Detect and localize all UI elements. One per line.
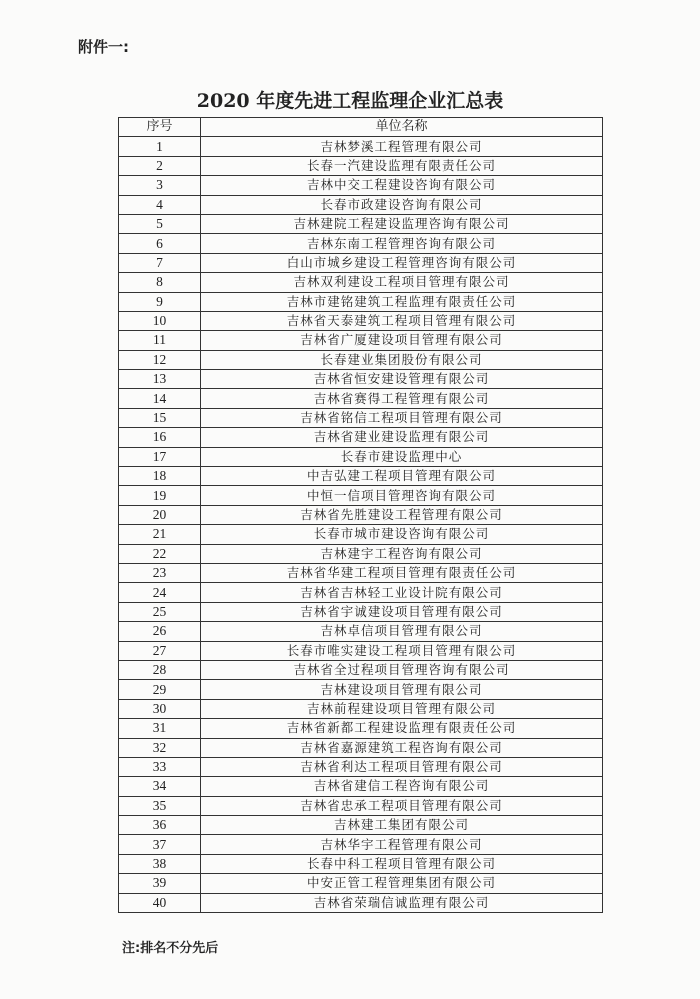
table-row [119, 796, 603, 815]
table-row [119, 602, 603, 621]
table-row [119, 835, 603, 854]
table-row [119, 525, 603, 544]
company-name-cell: 长春市城市建设咨询有限公司 [201, 525, 603, 544]
table-row [119, 893, 603, 912]
company-name-cell: 吉林省恒安建设管理有限公司 [201, 370, 603, 389]
table-row [119, 757, 603, 776]
serial-number-cell: 29 [119, 680, 201, 699]
company-name-cell: 长春市建设监理中心 [201, 447, 603, 466]
serial-number-cell: 4 [119, 195, 201, 214]
company-name-cell: 吉林省忠承工程项目管理有限公司 [201, 796, 603, 815]
serial-number-cell: 18 [119, 467, 201, 486]
table-row [119, 350, 603, 369]
serial-number-cell: 27 [119, 641, 201, 660]
table-row [119, 176, 603, 195]
serial-number-cell: 21 [119, 525, 201, 544]
serial-number-cell: 39 [119, 874, 201, 893]
company-name-cell: 吉林梦溪工程管理有限公司 [201, 137, 603, 156]
serial-number-cell: 13 [119, 370, 201, 389]
serial-number-cell: 22 [119, 544, 201, 563]
serial-number-cell: 34 [119, 777, 201, 796]
company-name-cell: 吉林东南工程管理咨询有限公司 [201, 234, 603, 253]
company-name-cell: 吉林省嘉源建筑工程咨询有限公司 [201, 738, 603, 757]
table-row [119, 311, 603, 330]
serial-number-cell: 25 [119, 602, 201, 621]
table-row [119, 137, 603, 156]
table-row [119, 660, 603, 679]
table-row [119, 563, 603, 582]
table-row [119, 234, 603, 253]
company-name-cell: 中安正管工程管理集团有限公司 [201, 874, 603, 893]
table-row [119, 505, 603, 524]
company-name-cell: 吉林省赛得工程管理有限公司 [201, 389, 603, 408]
serial-number-cell: 24 [119, 583, 201, 602]
serial-number-cell: 20 [119, 505, 201, 524]
company-name-cell: 吉林双利建设工程项目管理有限公司 [201, 273, 603, 292]
footnote: 注:排名不分先后 [122, 941, 219, 956]
table-row [119, 370, 603, 389]
company-name-cell: 长春建业集团股份有限公司 [201, 350, 603, 369]
company-name-cell: 吉林省新都工程建设监理有限责任公司 [201, 719, 603, 738]
company-name-cell: 吉林市建铭建筑工程监理有限责任公司 [201, 292, 603, 311]
company-name-cell: 吉林省宇诚建设项目管理有限公司 [201, 602, 603, 621]
serial-number-cell: 6 [119, 234, 201, 253]
company-name-cell: 吉林省先胜建设工程管理有限公司 [201, 505, 603, 524]
company-name-cell: 吉林建工集团有限公司 [201, 816, 603, 835]
company-name-cell: 吉林卓信项目管理有限公司 [201, 622, 603, 641]
company-name-cell: 吉林省广厦建设项目管理有限公司 [201, 331, 603, 350]
company-name-cell: 长春中科工程项目管理有限公司 [201, 854, 603, 873]
table-row [119, 156, 603, 175]
serial-number-cell: 19 [119, 486, 201, 505]
serial-number-cell: 11 [119, 331, 201, 350]
table-row [119, 680, 603, 699]
table-row [119, 331, 603, 350]
table-row [119, 854, 603, 873]
table-row [119, 253, 603, 272]
table-row [119, 486, 603, 505]
table-row [119, 467, 603, 486]
table-row [119, 195, 603, 214]
company-name-cell: 吉林华宇工程管理有限公司 [201, 835, 603, 854]
serial-number-cell: 15 [119, 408, 201, 427]
company-name-cell: 吉林省全过程项目管理咨询有限公司 [201, 660, 603, 679]
company-name-cell: 长春一汽建设监理有限责任公司 [201, 156, 603, 175]
table-row [119, 641, 603, 660]
company-name-cell: 长春市政建设咨询有限公司 [201, 195, 603, 214]
serial-number-cell: 1 [119, 137, 201, 156]
company-name-cell: 吉林省华建工程项目管理有限责任公司 [201, 563, 603, 582]
company-name-cell: 吉林省荣瑞信诚监理有限公司 [201, 893, 603, 912]
enterprise-table [118, 117, 603, 913]
company-name-cell: 吉林省铭信工程项目管理有限公司 [201, 408, 603, 427]
serial-number-cell: 30 [119, 699, 201, 718]
table-row [119, 816, 603, 835]
company-name-cell: 中恒一信项目管理咨询有限公司 [201, 486, 603, 505]
table-row [119, 719, 603, 738]
serial-number-cell: 38 [119, 854, 201, 873]
serial-number-cell: 16 [119, 428, 201, 447]
serial-number-cell: 28 [119, 660, 201, 679]
company-name-cell: 吉林省建信工程咨询有限公司 [201, 777, 603, 796]
serial-number-cell: 26 [119, 622, 201, 641]
table-row [119, 273, 603, 292]
company-name-cell: 吉林省建业建设监理有限公司 [201, 428, 603, 447]
serial-number-cell: 35 [119, 796, 201, 815]
serial-number-cell: 32 [119, 738, 201, 757]
table-row [119, 699, 603, 718]
company-name-cell: 吉林建宇工程咨询有限公司 [201, 544, 603, 563]
table-header-row [119, 118, 603, 137]
company-name-cell: 吉林中交工程建设咨询有限公司 [201, 176, 603, 195]
company-name-cell: 吉林省利达工程项目管理有限公司 [201, 757, 603, 776]
company-name-cell: 吉林省吉林轻工业设计院有限公司 [201, 583, 603, 602]
serial-number-cell: 33 [119, 757, 201, 776]
serial-number-cell: 8 [119, 273, 201, 292]
serial-number-cell: 12 [119, 350, 201, 369]
header-serial-number: 序号 [119, 118, 201, 137]
table-row [119, 738, 603, 757]
attachment-label: 附件一: [78, 38, 129, 56]
serial-number-cell: 37 [119, 835, 201, 854]
company-name-cell: 白山市城乡建设工程管理咨询有限公司 [201, 253, 603, 272]
serial-number-cell: 40 [119, 893, 201, 912]
company-name-cell: 吉林建院工程建设监理咨询有限公司 [201, 214, 603, 233]
serial-number-cell: 36 [119, 816, 201, 835]
table-row [119, 389, 603, 408]
table-row [119, 777, 603, 796]
serial-number-cell: 17 [119, 447, 201, 466]
table-row [119, 544, 603, 563]
table-row [119, 214, 603, 233]
serial-number-cell: 9 [119, 292, 201, 311]
table-row [119, 447, 603, 466]
serial-number-cell: 10 [119, 311, 201, 330]
serial-number-cell: 5 [119, 214, 201, 233]
serial-number-cell: 2 [119, 156, 201, 175]
company-name-cell: 吉林建设项目管理有限公司 [201, 680, 603, 699]
serial-number-cell: 7 [119, 253, 201, 272]
document-title: 2020 年度先进工程监理企业汇总表 [196, 90, 504, 112]
table-row [119, 622, 603, 641]
company-name-cell: 吉林前程建设项目管理有限公司 [201, 699, 603, 718]
company-name-cell: 中吉弘建工程项目管理有限公司 [201, 467, 603, 486]
company-name-cell: 长春市唯实建设工程项目管理有限公司 [201, 641, 603, 660]
serial-number-cell: 31 [119, 719, 201, 738]
table-row [119, 428, 603, 447]
table-row [119, 583, 603, 602]
serial-number-cell: 3 [119, 176, 201, 195]
serial-number-cell: 14 [119, 389, 201, 408]
serial-number-cell: 23 [119, 563, 201, 582]
header-company-name: 单位名称 [201, 118, 603, 137]
table-row [119, 874, 603, 893]
company-name-cell: 吉林省天泰建筑工程项目管理有限公司 [201, 311, 603, 330]
table-row [119, 292, 603, 311]
table-row [119, 408, 603, 427]
